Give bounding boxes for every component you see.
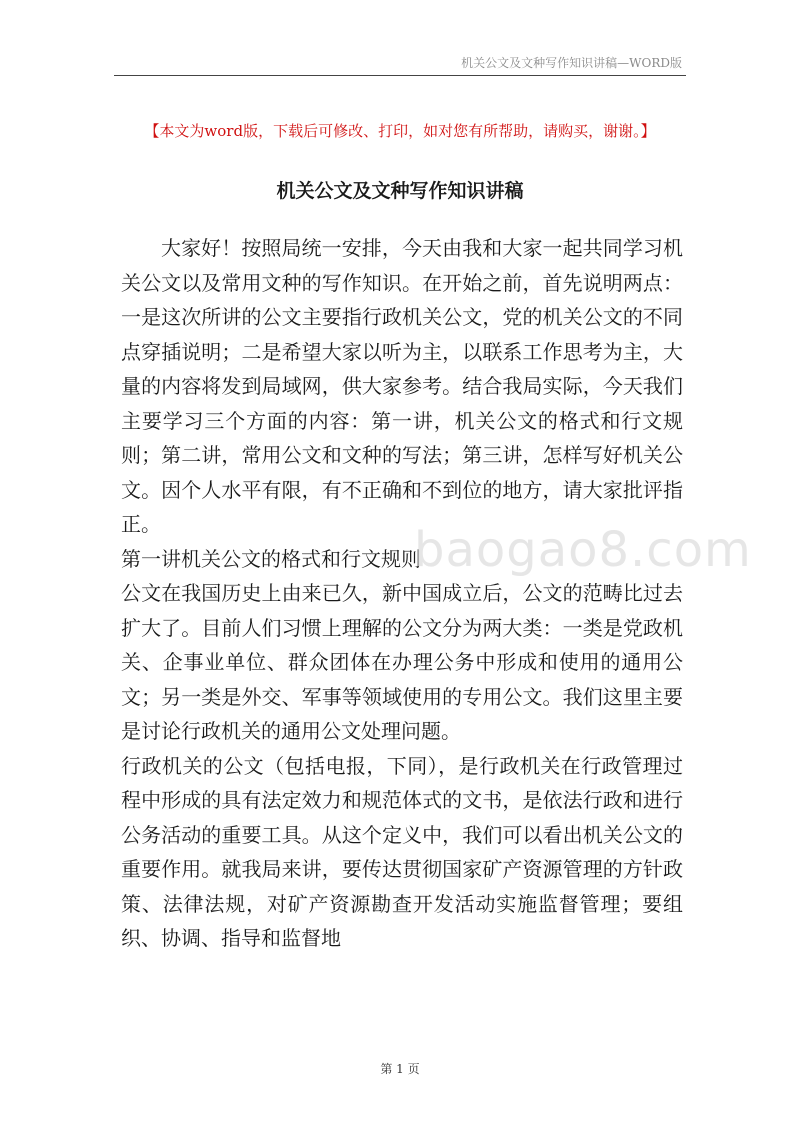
site-watermark: baogao8.com xyxy=(414,522,752,578)
page-number: 第 1 页 xyxy=(380,1062,420,1076)
paragraph-definition: 行政机关的公文（包括电报，下同），是行政机关在行政管理过程中形成的具有法定效力和规范体式的文书，是依法行政和进行公务活动的重要工具。从这个定义中，我们可以看出机关公文的重要作用。就我局来讲，要传达贯彻国家矿产资源管理的方针政策、法律法规，对矿产资源勘查开发活动实施监督管理；要组织、协调、指导和监督地 xyxy=(121,753,683,950)
running-header: 机关公文及文种写作知识讲稿—WORD版 xyxy=(461,56,682,70)
paragraph-history: 公文在我国历史上由来已久，新中国成立后，公文的范畴比过去扩大了。目前人们习惯上理解的公文分为两大类：一类是党政机关、企事业单位、群众团体在办理公务中形成和使用的通用公文；另一类是外交、军事等领域使用的专用公文。我们这里主要是讨论行政机关的通用公文处理问题。 xyxy=(121,581,683,743)
download-notice: 【本文为word版，下载后可修改、打印，如对您有所帮助，请购买，谢谢。】 xyxy=(144,122,656,140)
document-title: 机关公文及文种写作知识讲稿 xyxy=(276,180,524,202)
header-divider xyxy=(114,75,686,76)
document-body xyxy=(121,231,683,956)
paragraph-intro: 大家好！按照局统一安排，今天由我和大家一起共同学习机关公文以及常用文种的写作知识。在开始之前，首先说明两点：一是这次所讲的公文主要指行政机关公文，党的机关公文的不同点穿插说明；二是希望大家以听为主，以联系工作思考为主，大量的内容将发到局域网，供大家参考。结合我局实际，今天我们主要学习三个方面的内容：第一讲，机关公文的格式和行文规则；第二讲，常用公文和文种的写法；第三讲，怎样写好机关公文。因个人水平有限，有不正确和不到位的地方，请大家批评指正。 xyxy=(121,236,683,536)
section-heading: 第一讲机关公文的格式和行文规则 xyxy=(121,546,421,571)
